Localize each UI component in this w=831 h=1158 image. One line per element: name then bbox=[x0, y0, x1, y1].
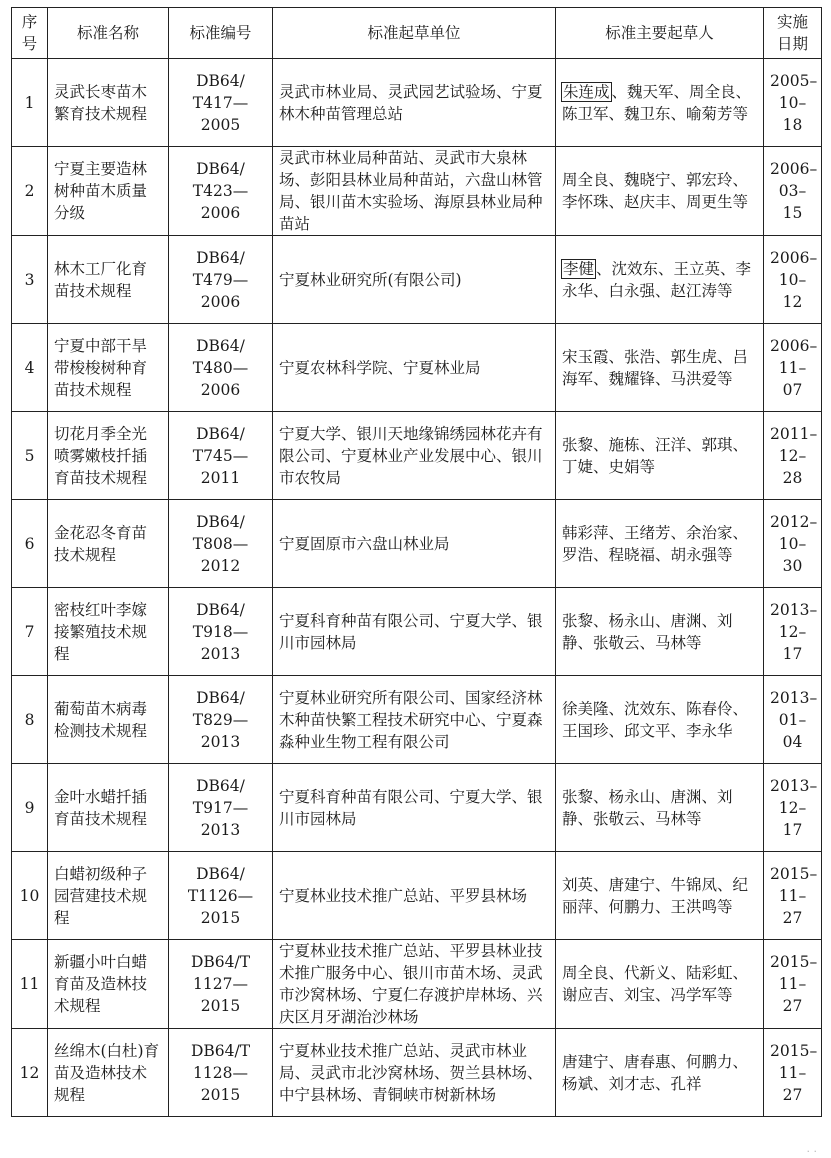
table-row bbox=[12, 852, 822, 940]
cell-date bbox=[764, 940, 822, 1029]
cell-name bbox=[48, 500, 169, 588]
cell-code bbox=[169, 852, 273, 940]
cell-drafters bbox=[556, 147, 764, 236]
units-text: 灵武市林业局、灵武园艺试验场、宁夏林木种苗管理总站 bbox=[279, 82, 543, 123]
table-row bbox=[12, 1029, 822, 1117]
code-line: T917—2013 bbox=[192, 798, 249, 839]
standards-table bbox=[11, 7, 822, 1117]
table-row bbox=[12, 412, 822, 500]
cell-code bbox=[169, 940, 273, 1029]
cell-name bbox=[48, 236, 169, 324]
cell-date bbox=[764, 412, 822, 500]
drafters-text: 张黎、施栋、汪洋、郭琪、丁婕、史娟等 bbox=[562, 435, 749, 476]
cell-code bbox=[169, 324, 273, 412]
seq-text: 9 bbox=[24, 798, 35, 817]
cell-code bbox=[169, 764, 273, 852]
date-line: 2006– bbox=[770, 160, 818, 178]
cell-drafters bbox=[556, 852, 764, 940]
code-line: DB64/ bbox=[196, 424, 245, 443]
name-text: 丝绵木(白杜)育苗及造林技术规程 bbox=[54, 1041, 160, 1104]
date-line: 01–04 bbox=[778, 710, 807, 751]
code-line: DB64/ bbox=[196, 160, 245, 178]
code-line: T423—2006 bbox=[192, 182, 249, 222]
page-corner-mark: · · bbox=[806, 1145, 817, 1158]
cell-code bbox=[169, 500, 273, 588]
table-row bbox=[12, 500, 822, 588]
code-line: T745—2011 bbox=[192, 446, 249, 487]
cell-seq bbox=[12, 324, 48, 412]
header-drafters: 标准主要起草人 bbox=[556, 8, 764, 59]
drafters-text: 韩彩萍、王绪芳、余治家、罗浩、程晓福、胡永强等 bbox=[562, 523, 749, 564]
cell-units bbox=[273, 676, 556, 764]
units-text: 宁夏林业技术推广总站、灵武市林业局、灵武市北沙窝林场、贺兰县林场、中宁县林场、青铜峡市树新林场 bbox=[279, 1041, 543, 1104]
cell-date bbox=[764, 1029, 822, 1117]
date-line: 11–27 bbox=[778, 1063, 807, 1104]
units-text: 宁夏林业研究所(有限公司) bbox=[279, 270, 462, 289]
date-line: 12–17 bbox=[778, 622, 807, 663]
cell-date bbox=[764, 676, 822, 764]
drafters-text: 、沈效东、王立英、李永华、白永强、赵江涛等 bbox=[562, 259, 752, 300]
cell-drafters bbox=[556, 940, 764, 1029]
cell-name bbox=[48, 147, 169, 236]
cell-seq bbox=[12, 676, 48, 764]
drafters-text: 宋玉霞、张浩、郭生虎、吕海军、魏耀锋、马洪爱等 bbox=[562, 347, 749, 388]
code-line: DB64/ bbox=[196, 776, 245, 795]
header-seq: 序号 bbox=[12, 8, 48, 59]
cell-code bbox=[169, 1029, 273, 1117]
units-text: 宁夏林业技术推广总站、平罗县林场 bbox=[279, 886, 528, 905]
cell-units bbox=[273, 764, 556, 852]
code-line: DB64/T bbox=[190, 1041, 251, 1060]
cell-drafters bbox=[556, 1029, 764, 1117]
code-line: T808—2012 bbox=[192, 534, 249, 575]
cell-units bbox=[273, 412, 556, 500]
cell-date bbox=[764, 764, 822, 852]
drafters-text: 张黎、杨永山、唐渊、刘静、张敬云、马林等 bbox=[562, 611, 733, 652]
name-text: 金花忍冬育苗技术规程 bbox=[54, 523, 148, 564]
date-line: 2015– bbox=[770, 864, 818, 883]
cell-name bbox=[48, 1029, 169, 1117]
seq-text: 8 bbox=[24, 710, 35, 729]
table-row bbox=[12, 147, 822, 236]
cell-drafters bbox=[556, 764, 764, 852]
cell-units bbox=[273, 59, 556, 147]
header-units: 标准起草单位 bbox=[273, 8, 556, 59]
code-line: DB64/ bbox=[196, 336, 245, 355]
drafters-text: 周全良、魏晓宁、郭宏玲、李怀珠、赵庆丰、周更生等 bbox=[562, 171, 749, 211]
cell-seq bbox=[12, 59, 48, 147]
date-line: 11–27 bbox=[778, 975, 807, 1015]
cell-name bbox=[48, 412, 169, 500]
seq-text: 7 bbox=[24, 622, 35, 641]
boxed-drafter-name: 朱连成 bbox=[563, 82, 610, 101]
cell-name bbox=[48, 764, 169, 852]
name-text: 宁夏中部干旱带梭梭树种育苗技术规程 bbox=[54, 336, 148, 399]
name-text: 灵武长枣苗木繁育技术规程 bbox=[54, 82, 148, 123]
date-line: 2006– bbox=[770, 248, 818, 267]
name-text: 新疆小叶白蜡育苗及造林技术规程 bbox=[54, 953, 148, 1015]
code-line: T918—2013 bbox=[192, 622, 249, 663]
name-text: 葡萄苗木病毒检测技术规程 bbox=[54, 699, 148, 740]
header-name: 标准名称 bbox=[48, 8, 169, 59]
units-text: 宁夏科育种苗有限公司、宁夏大学、银川市园林局 bbox=[279, 611, 543, 652]
date-line: 03–15 bbox=[778, 182, 807, 222]
cell-date bbox=[764, 236, 822, 324]
code-line: T829—2013 bbox=[192, 710, 249, 751]
cell-units bbox=[273, 324, 556, 412]
date-line: 2012– bbox=[770, 512, 818, 531]
cell-date bbox=[764, 147, 822, 236]
seq-text: 2 bbox=[24, 182, 35, 200]
cell-units bbox=[273, 236, 556, 324]
cell-name bbox=[48, 324, 169, 412]
cell-drafters bbox=[556, 412, 764, 500]
cell-units bbox=[273, 1029, 556, 1117]
date-line: 11–27 bbox=[778, 886, 807, 927]
cell-seq bbox=[12, 236, 48, 324]
code-line: 1128—2015 bbox=[193, 1063, 248, 1104]
drafters-text: 刘英、唐建宁、牛锦凤、纪丽萍、何鹏力、王洪鸣等 bbox=[562, 875, 749, 916]
cell-units bbox=[273, 500, 556, 588]
seq-text: 1 bbox=[24, 93, 35, 112]
date-line: 2015– bbox=[770, 1041, 818, 1060]
table-header-row bbox=[12, 8, 822, 59]
name-text: 白蜡初级种子园营建技术规程 bbox=[54, 864, 148, 927]
code-line: DB64/T bbox=[190, 953, 251, 971]
cell-drafters bbox=[556, 500, 764, 588]
units-text: 宁夏固原市六盘山林业局 bbox=[279, 534, 450, 553]
code-line: DB64/ bbox=[196, 864, 245, 883]
code-line: DB64/ bbox=[196, 600, 245, 619]
cell-units bbox=[273, 588, 556, 676]
code-line: T480—2006 bbox=[192, 358, 249, 399]
cell-name bbox=[48, 940, 169, 1029]
seq-text: 12 bbox=[19, 1063, 40, 1082]
date-line: 2013– bbox=[770, 776, 818, 795]
cell-seq bbox=[12, 147, 48, 236]
seq-text: 10 bbox=[19, 886, 40, 905]
name-text: 宁夏主要造林树种苗木质量分级 bbox=[54, 160, 148, 222]
table-row bbox=[12, 940, 822, 1029]
table-row bbox=[12, 676, 822, 764]
drafters-text: 唐建宁、唐春惠、何鹏力、杨斌、刘才志、孔祥 bbox=[562, 1052, 749, 1093]
date-line: 10–30 bbox=[778, 534, 807, 575]
name-text: 密枝红叶李嫁接繁殖技术规程 bbox=[54, 600, 148, 663]
drafters-text: 周全良、代新义、陆彩虹、谢应吉、刘宝、冯学军等 bbox=[562, 964, 749, 1004]
date-line: 2005– bbox=[770, 71, 818, 90]
header-code: 标准编号 bbox=[169, 8, 273, 59]
cell-units bbox=[273, 147, 556, 236]
units-text: 灵武市林业局种苗站、灵武市大泉林场、彭阳县林业局种苗站，六盘山林管局、银川苗木实验场、海原县林业局种苗站 bbox=[279, 149, 543, 233]
units-text: 宁夏大学、银川天地缘锦绣园林花卉有限公司、宁夏林业产业发展中心、银川市农牧局 bbox=[279, 424, 543, 487]
drafters-text: 徐美隆、沈效东、陈春伶、王国珍、邱文平、李永华 bbox=[562, 699, 749, 740]
cell-drafters bbox=[556, 324, 764, 412]
table-row bbox=[12, 588, 822, 676]
cell-units bbox=[273, 852, 556, 940]
date-line: 12–28 bbox=[778, 446, 807, 487]
date-line: 12–17 bbox=[778, 798, 807, 839]
table-row bbox=[12, 59, 822, 147]
cell-date bbox=[764, 59, 822, 147]
cell-seq bbox=[12, 588, 48, 676]
drafters-text: 张黎、杨永山、唐渊、刘静、张敬云、马林等 bbox=[562, 787, 733, 828]
date-line: 2015– bbox=[770, 953, 818, 971]
header-date: 实施日期 bbox=[764, 8, 822, 59]
cell-name bbox=[48, 59, 169, 147]
cell-units bbox=[273, 940, 556, 1029]
code-line: T1126— bbox=[187, 886, 254, 905]
units-text: 宁夏农林科学院、宁夏林业局 bbox=[279, 358, 481, 377]
cell-code bbox=[169, 236, 273, 324]
seq-text: 11 bbox=[19, 975, 40, 993]
cell-date bbox=[764, 324, 822, 412]
name-text: 金叶水蜡扦插育苗技术规程 bbox=[54, 787, 148, 828]
cell-seq bbox=[12, 764, 48, 852]
date-line: 10–12 bbox=[778, 270, 807, 311]
seq-text: 3 bbox=[24, 270, 35, 289]
units-text: 宁夏林业研究所有限公司、国家经济林木种苗快繁工程技术研究中心、宁夏森淼种业生物工程有限公司 bbox=[279, 688, 543, 751]
seq-text: 6 bbox=[24, 534, 35, 553]
cell-seq bbox=[12, 940, 48, 1029]
cell-drafters bbox=[556, 676, 764, 764]
cell-seq bbox=[12, 852, 48, 940]
cell-seq bbox=[12, 1029, 48, 1117]
cell-date bbox=[764, 500, 822, 588]
date-line: 2013– bbox=[770, 688, 818, 707]
cell-code bbox=[169, 147, 273, 236]
cell-drafters bbox=[556, 59, 764, 147]
code-line: 2015 bbox=[200, 908, 241, 927]
code-line: T417—2005 bbox=[192, 93, 249, 134]
boxed-drafter-name: 李健 bbox=[563, 259, 595, 278]
date-line: 11–07 bbox=[778, 358, 807, 399]
cell-code bbox=[169, 59, 273, 147]
code-line: 1127—2015 bbox=[193, 975, 248, 1015]
cell-seq bbox=[12, 412, 48, 500]
date-line: 2006– bbox=[770, 336, 818, 355]
cell-name bbox=[48, 588, 169, 676]
table-row bbox=[12, 236, 822, 324]
units-text: 宁夏科育种苗有限公司、宁夏大学、银川市园林局 bbox=[279, 787, 543, 828]
cell-name bbox=[48, 676, 169, 764]
code-line: DB64/ bbox=[196, 248, 245, 267]
date-line: 10–18 bbox=[778, 93, 807, 134]
seq-text: 4 bbox=[24, 358, 35, 377]
table-row bbox=[12, 764, 822, 852]
cell-name bbox=[48, 852, 169, 940]
code-line: DB64/ bbox=[196, 688, 245, 707]
cell-code bbox=[169, 588, 273, 676]
name-text: 切花月季全光喷雾嫩枝扦插育苗技术规程 bbox=[54, 424, 148, 487]
cell-code bbox=[169, 676, 273, 764]
code-line: DB64/ bbox=[196, 512, 245, 531]
code-line: T479—2006 bbox=[192, 270, 249, 311]
cell-code bbox=[169, 412, 273, 500]
table-row bbox=[12, 324, 822, 412]
cell-seq bbox=[12, 500, 48, 588]
date-line: 2011– bbox=[770, 424, 818, 443]
units-text: 宁夏林业技术推广总站、平罗县林业技术推广服务中心、银川市苗木场、灵武市沙窝林场、宁夏仁存渡护岸林场、兴庆区月牙湖治沙林场 bbox=[279, 942, 543, 1026]
cell-drafters bbox=[556, 236, 764, 324]
name-text: 林木工厂化育苗技术规程 bbox=[54, 259, 148, 300]
drafters-text: 、魏天军、周全良、陈卫军、魏卫东、喻菊芳等 bbox=[562, 82, 752, 123]
seq-text: 5 bbox=[24, 446, 35, 465]
date-line: 2013– bbox=[770, 600, 818, 619]
cell-date bbox=[764, 852, 822, 940]
code-line: DB64/ bbox=[196, 71, 245, 90]
cell-date bbox=[764, 588, 822, 676]
cell-drafters bbox=[556, 588, 764, 676]
